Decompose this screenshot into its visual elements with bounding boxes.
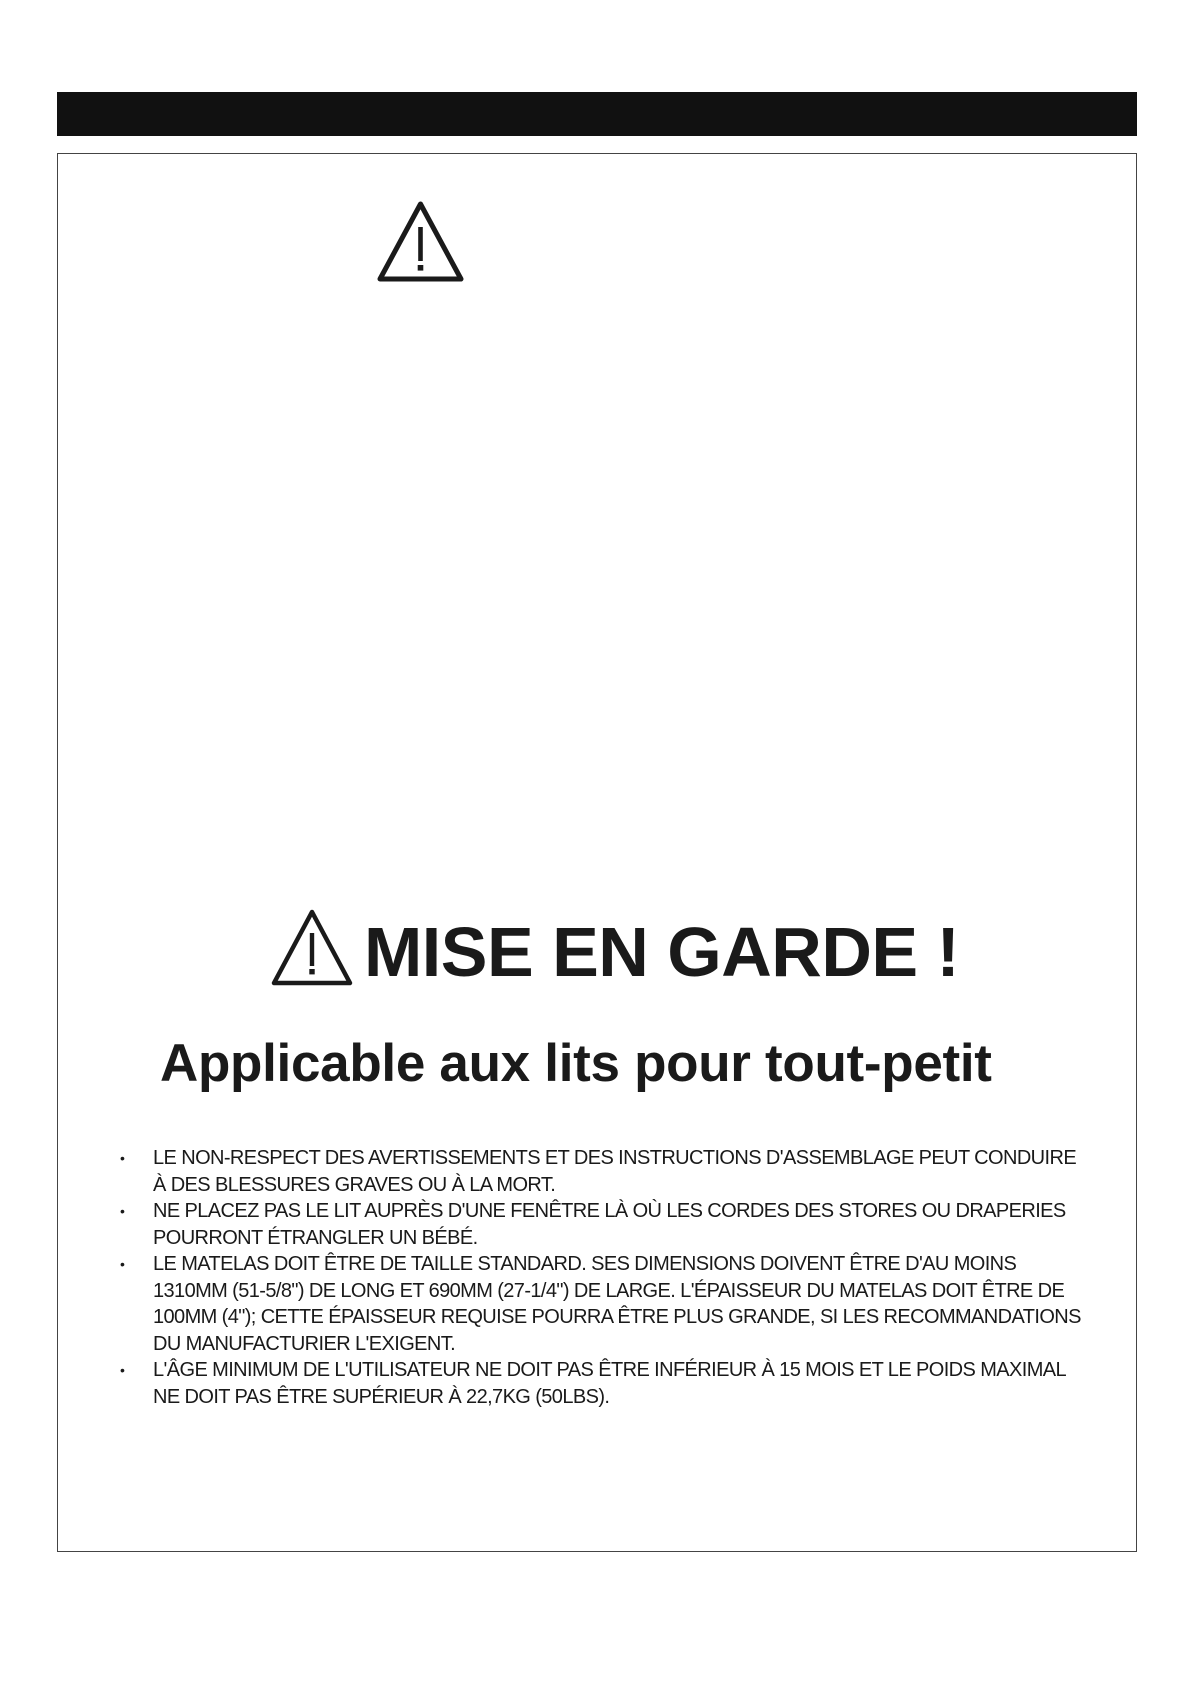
bullet: •	[120, 1150, 125, 1166]
list-item	[120, 1357, 1093, 1410]
warning-triangle-icon	[270, 908, 354, 987]
header-bar	[57, 92, 1137, 136]
warning-text: NE PLACEZ PAS LE LIT AUPRÈS D'UNE FENÊTRE LÀ OÙ LES CORDES DES STORES OU DRAPERIES POURRONT ÉTRANGLER UN BÉBÉ.	[153, 1200, 1066, 1249]
warning-triangle-icon	[376, 200, 465, 283]
bullet: •	[120, 1256, 125, 1272]
bullet: •	[120, 1362, 125, 1378]
warning-text: L'ÂGE MINIMUM DE L'UTILISATEUR NE DOIT PAS ÊTRE INFÉRIEUR À 15 MOIS ET LE POIDS MAXIMAL NE DOIT PAS ÊTRE SUPÉRIEUR À 22,7KG (50LBS).	[153, 1359, 1066, 1408]
warning-list	[120, 1145, 1093, 1410]
page-subtitle: Applicable aux lits pour tout-petit	[160, 1034, 992, 1093]
list-item	[120, 1251, 1093, 1357]
warning-text: LE MATELAS DOIT ÊTRE DE TAILLE STANDARD. SES DIMENSIONS DOIVENT ÊTRE D'AU MOINS 1310MM (51-5/8") DE LONG ET 690MM (27-1/4") DE LARGE. L'ÉPAISSEUR DU MATELAS DOIT ÊTRE DE 100MM (4"); CETTE ÉPAISSEUR REQUISE POURRA ÊTRE PLUS GRANDE, SI LES RECOMMANDATIONS DU MANUFACTURIER L'EXIGENT.	[153, 1253, 1081, 1355]
warning-title	[0, 905, 1192, 1000]
page-title: MISE EN GARDE !	[364, 913, 960, 991]
bullet: •	[120, 1203, 125, 1219]
warning-text: LE NON-RESPECT DES AVERTISSEMENTS ET DES INSTRUCTIONS D'ASSEMBLAGE PEUT CONDUIRE À DES BLESSURES GRAVES OU À LA MORT.	[153, 1147, 1077, 1196]
list-item	[120, 1198, 1093, 1251]
list-item	[120, 1145, 1093, 1198]
